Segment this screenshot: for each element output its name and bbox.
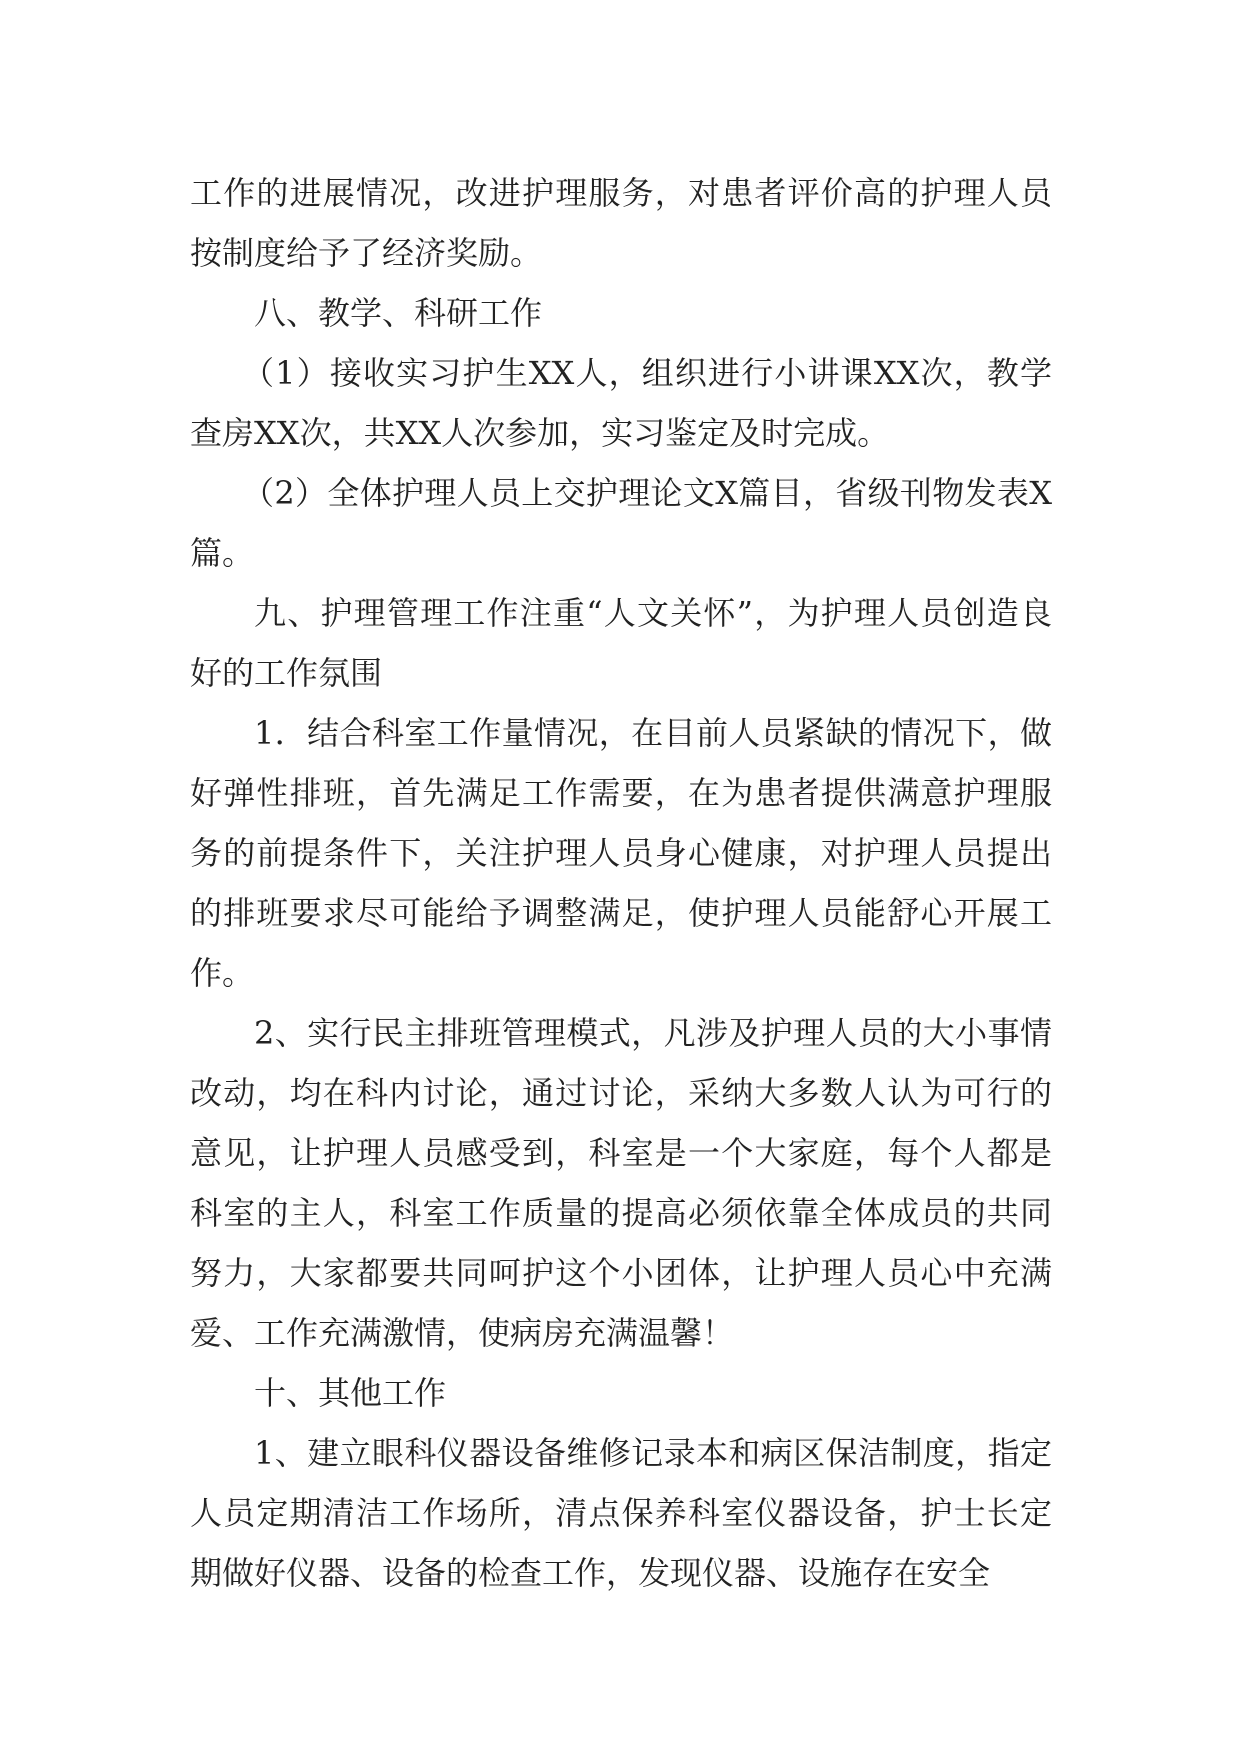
paragraph-nine-1: 1．结合科室工作量情况，在目前人员紧缺的情况下，做好弹性排班，首先满足工作需要，在为患者提供满意护理服务的前提条件下，关注护理人员身心健康，对护理人员提出的排班要求尽可能给予调整满足，使护理人员能舒心开展工作。 [190, 714, 1052, 992]
paragraph-item-1: （1）接收实习护生XX人，组织进行小讲课XX次，教学查房XX次，共XX人次参加，实习鉴定及时完成。 [190, 354, 1052, 452]
section-heading-nine: 九、护理管理工作注重“人文关怀”，为护理人员创造良好的工作氛围 [190, 594, 1052, 692]
section-heading-ten: 十、其他工作 [254, 1374, 447, 1412]
paragraph-nine-2: 2、实行民主排班管理模式，凡涉及护理人员的大小事情改动，均在科内讨论，通过讨论，采纳大多数人认为可行的意见，让护理人员感受到，科室是一个大家庭，每个人都是科室的主人，科室工作质量的提高必须依靠全体成员的共同努力，大家都要共同呵护这个小团体，让护理人员心中充满爱、工作充满激情，使病房充满温馨！ [190, 1014, 1052, 1352]
document-body [190, 163, 1052, 1603]
section-heading-eight: 八、教学、科研工作 [254, 294, 543, 332]
paragraph-item-2: （2）全体护理人员上交护理论文X篇目，省级刊物发表X篇。 [190, 474, 1052, 572]
paragraph-ten-1: 1、建立眼科仪器设备维修记录本和病区保洁制度，指定人员定期清洁工作场所，清点保养科室仪器设备，护士长定期做好仪器、设备的检查工作，发现仪器、设施存在安全 [190, 1434, 1052, 1592]
paragraph-continuation: 工作的进展情况，改进护理服务，对患者评价高的护理人员按制度给予了经济奖励。 [190, 174, 1052, 272]
